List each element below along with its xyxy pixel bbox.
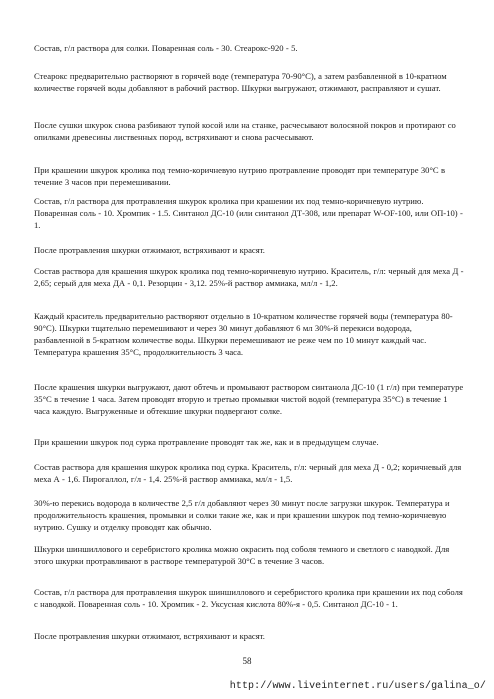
page-number: 58	[242, 656, 252, 666]
paragraph-salting-solution: Состав, г/л раствора для солки. Поваренная соль - 30. Стеарокс-920 - 5.	[34, 43, 298, 53]
paragraph-marmot-mordant: При крашении шкурок под сурка протравление проводят так же, как и в предыдущем случае.	[34, 437, 379, 447]
paragraph-marmot-dye-composition: Состав раствора для крашения шкурок кролика под сурка. Краситель, г/л: черный для меха Д - 0,2; коричневый для меха А - 1,6. Пирогаллол, г/л - 1,4. 25%-й раствор аммиака, мл/л - 1,5.	[34, 462, 462, 484]
paragraph-final-after-mordant: После протравления шкурки отжимают, встряхивают и красят.	[34, 631, 265, 641]
paragraph-dark-brown-nutria-mordant: При крашении шкурок кролика под темно-коричневую нутрию протравление проводят при температуре 30°С в течение 3 часов при перемешивании.	[34, 165, 446, 187]
paragraph-dye-composition-nutria: Состав раствора для крашения шкурок кролика под темно-коричневую нутрию. Краситель, г/л: черный для меха Д - 2,65; серый для меха ДА - 0,1. Резорцин - 3,12. 25%-й раствор аммиака, мл/л - 1,2.	[34, 266, 464, 288]
footer-url: http://www.liveinternet.ru/users/galina_o/	[229, 681, 486, 692]
paragraph-after-mordant: После протравления шкурки отжимают, встряхивают и красят.	[34, 245, 265, 255]
paragraph-stearox-preparation: Стеарокс предварительно растворяют в горячей воде (температура 70-90°С), а затем разбавленной в 10-кратном количестве горячей воды добавляют в рабочий раствор. Шкурки выгружают, отжимают, расправляют и сушат.	[34, 71, 447, 93]
paragraph-after-dyeing-wash: После крашения шкурки выгружают, дают обтечь и промывают раствором синтанола ДС-10 (1 г/л) при температуре 35°С в течение 1 часа. Затем проводят вторую и третью промывки чистой водой (температура 35°С) в течение 1 часа каждую. Выгруженные и обтекшие шкурки подвергают солке.	[34, 382, 464, 416]
paragraph-after-drying: После сушки шкурок снова разбивают тупой косой или на станке, расчесывают волосяной покров и протирают со опилками древесины лиственных пород, встряхивают и снова расчесывают.	[34, 120, 456, 142]
paragraph-chinchilla-sable: Шкурки шиншиллового и серебристого кролика можно окрасить под соболя темного и светлого с наводкой. Для этого шкурки протравливают в растворе температурой 30°С в течение 3 часов.	[34, 544, 450, 566]
paragraph-chinchilla-mordant-composition: Состав, г/л раствора для протравления шкурок шиншиллового и серебристого кролика при крашении их под соболя с наводкой. Поваренная соль - 10. Хромпик - 2. Уксусная кислота 80%-я - 0,5. Синтанол ДС-10 - 1.	[34, 587, 463, 609]
paragraph-hydrogen-peroxide: 30%-ю перекись водорода в количестве 2,5 г/л добавляют через 30 минут после загрузки шкурок. Температура и продолжительность крашения, промывки и солки такие же, как и при крашении шкурок под темно-коричневую нутрию. Сушку и отделку проводят как обычно.	[34, 498, 450, 532]
paragraph-dye-dissolving: Каждый краситель предварительно растворяют отдельно в 10-кратном количестве горячей воды (температура 80-90°С). Шкурки тщательно перемешивают и через 30 минут добавляют 6 мл 30%-й перекиси водорода, разбавленной в 5-кратном количестве воды. Шкурки перемешивают не реже чем по 10 минут каждый час. Температура крашения 35°С, продолжительность 3 часа.	[34, 311, 453, 357]
paragraph-mordant-composition: Состав, г/л раствора для протравления шкурок кролика при крашении их под темно-коричневую нутрию. Поваренная соль - 10. Хромпик - 1.5. Синтанол ДС-10 (или синтанол ДТ-308, или препарат W-OF-100, или ОП-10) - 1.	[34, 196, 463, 230]
